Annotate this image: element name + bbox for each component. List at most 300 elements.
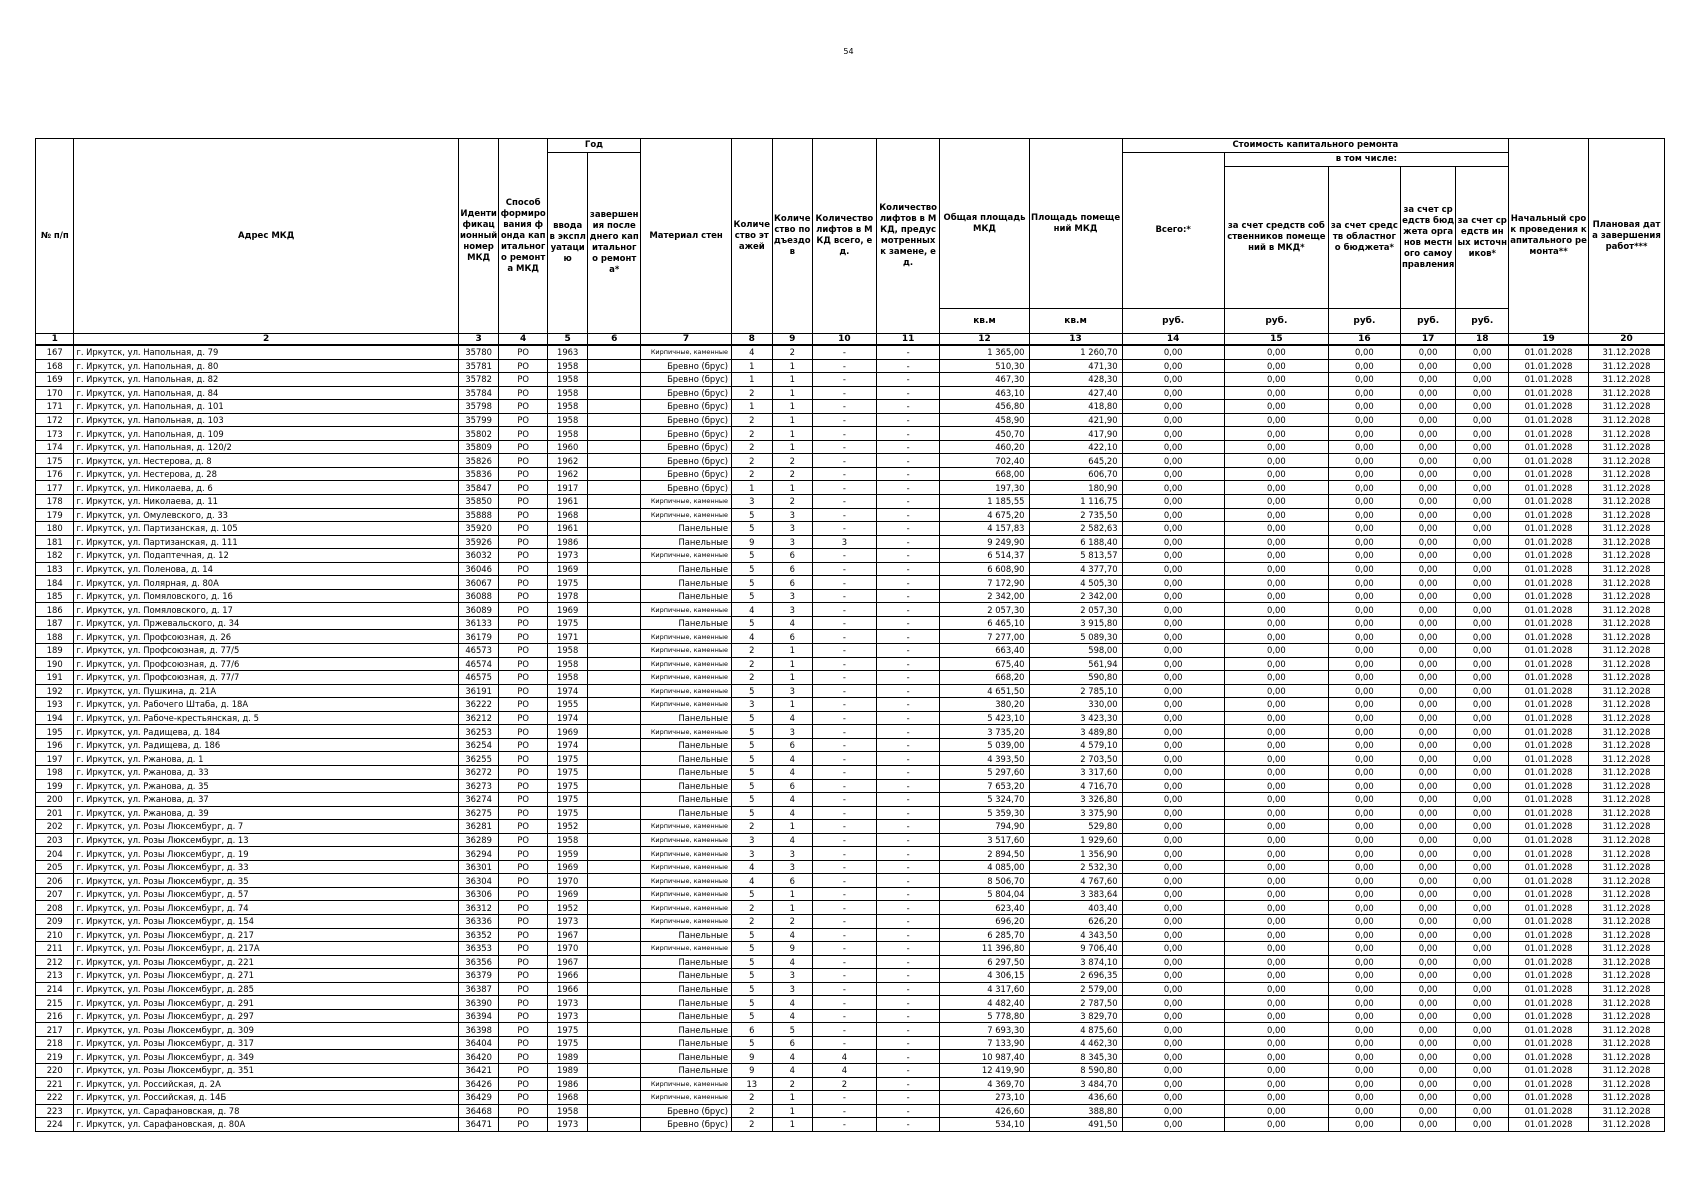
cell-commission-year: 1978	[547, 589, 587, 603]
cell-cost-regional: 0,00	[1328, 779, 1400, 793]
cell-cost-owners: 0,00	[1224, 698, 1328, 712]
cell-commission-year: 1968	[547, 1091, 587, 1105]
cell-floors: 1	[732, 481, 772, 495]
cell-cost-owners: 0,00	[1224, 589, 1328, 603]
cell-cost-local: 0,00	[1400, 833, 1456, 847]
cell-house-id: 36255	[458, 752, 498, 766]
cell-commission-year: 1975	[547, 779, 587, 793]
cell-start-date: 01.01.2028	[1509, 874, 1589, 888]
column-number: 8	[732, 334, 772, 346]
cell-premises-area: 2 696,35	[1029, 969, 1122, 983]
cell-cost-regional: 0,00	[1328, 820, 1400, 834]
cell-cost-other: 0,00	[1456, 860, 1509, 874]
cell-total-area: 510,30	[940, 359, 1029, 373]
cell-total-area: 458,90	[940, 413, 1029, 427]
cell-lifts-total: -	[813, 454, 877, 468]
cell-cost-local: 0,00	[1400, 887, 1456, 901]
cell-premises-area: 8 590,80	[1029, 1063, 1122, 1077]
cell-cost-regional: 0,00	[1328, 562, 1400, 576]
header-wall-material: Материал стен	[641, 139, 732, 334]
cell-total-area: 7 693,30	[940, 1023, 1029, 1037]
cell-cost-local: 0,00	[1400, 616, 1456, 630]
cell-commission-year: 1960	[547, 440, 587, 454]
cell-cost-other: 0,00	[1456, 982, 1509, 996]
cell-cost-other: 0,00	[1456, 887, 1509, 901]
cell-total-area: 5 359,30	[940, 806, 1029, 820]
cell-cost-total: 0,00	[1122, 901, 1224, 915]
cell-total-area: 7 653,20	[940, 779, 1029, 793]
cell-entrances: 3	[772, 982, 812, 996]
cell-wall-material: Бревно (брус)	[641, 373, 732, 387]
table-row	[36, 1104, 1665, 1118]
cell-start-date: 01.01.2028	[1509, 1091, 1589, 1105]
cell-house-id: 36421	[458, 1063, 498, 1077]
cell-cost-local: 0,00	[1400, 711, 1456, 725]
cell-cost-owners: 0,00	[1224, 562, 1328, 576]
cell-end-date: 31.12.2028	[1589, 1009, 1665, 1023]
cell-start-date: 01.01.2028	[1509, 508, 1589, 522]
header-total-area: Общая площадь МКД	[940, 139, 1029, 309]
cell-lifts-total: -	[813, 765, 877, 779]
cell-entrances: 2	[772, 495, 812, 509]
cell-cost-owners: 0,00	[1224, 1091, 1328, 1105]
cell-row-number: 218	[36, 1036, 74, 1050]
cell-fund-method: РО	[499, 495, 548, 509]
cell-commission-year: 1975	[547, 1023, 587, 1037]
cell-premises-area: 4 462,30	[1029, 1036, 1122, 1050]
cell-house-id: 36304	[458, 874, 498, 888]
cell-premises-area: 2 785,10	[1029, 684, 1122, 698]
cell-cost-owners: 0,00	[1224, 860, 1328, 874]
cell-entrances: 1	[772, 901, 812, 915]
cell-row-number: 170	[36, 386, 74, 400]
cell-entrances: 3	[772, 508, 812, 522]
header-fund-method: Способ формирования фонда капитального ремонта МКД	[499, 139, 548, 334]
cell-address: г. Иркутск, ул. Николаева, д. 11	[74, 495, 458, 509]
cell-cost-regional: 0,00	[1328, 1077, 1400, 1091]
cell-house-id: 35850	[458, 495, 498, 509]
cell-total-area: 8 506,70	[940, 874, 1029, 888]
cell-cost-other: 0,00	[1456, 440, 1509, 454]
column-number: 19	[1509, 334, 1589, 346]
cell-cost-local: 0,00	[1400, 1077, 1456, 1091]
cell-fund-method: РО	[499, 671, 548, 685]
table-row	[36, 359, 1665, 373]
cell-cost-owners: 0,00	[1224, 467, 1328, 481]
cell-row-number: 192	[36, 684, 74, 698]
cell-wall-material: Кирпичные, каменные	[641, 549, 732, 563]
cell-lifts-replace: -	[876, 1091, 940, 1105]
cell-row-number: 204	[36, 847, 74, 861]
cell-last-repair-year	[588, 413, 641, 427]
cell-premises-area: 3 829,70	[1029, 1009, 1122, 1023]
cell-premises-area: 2 582,63	[1029, 522, 1122, 536]
table-row	[36, 1050, 1665, 1064]
cell-cost-other: 0,00	[1456, 711, 1509, 725]
cell-address: г. Иркутск, ул. Профсоюзная, д. 77/7	[74, 671, 458, 685]
cell-last-repair-year	[588, 373, 641, 387]
cell-last-repair-year	[588, 914, 641, 928]
cell-cost-other: 0,00	[1456, 1050, 1509, 1064]
cell-start-date: 01.01.2028	[1509, 684, 1589, 698]
cell-cost-local: 0,00	[1400, 440, 1456, 454]
cell-end-date: 31.12.2028	[1589, 644, 1665, 658]
cell-floors: 9	[732, 1050, 772, 1064]
cell-entrances: 2	[772, 467, 812, 481]
cell-lifts-total: -	[813, 806, 877, 820]
cell-entrances: 4	[772, 752, 812, 766]
cell-entrances: 1	[772, 671, 812, 685]
cell-entrances: 1	[772, 1118, 812, 1132]
cell-floors: 2	[732, 427, 772, 441]
cell-fund-method: РО	[499, 833, 548, 847]
column-number: 2	[74, 334, 458, 346]
cell-total-area: 696,20	[940, 914, 1029, 928]
cell-premises-area: 606,70	[1029, 467, 1122, 481]
cell-address: г. Иркутск, ул. Розы Люксембург, д. 154	[74, 914, 458, 928]
cell-start-date: 01.01.2028	[1509, 833, 1589, 847]
cell-wall-material: Панельные	[641, 1063, 732, 1077]
cell-last-repair-year	[588, 508, 641, 522]
cell-wall-material: Бревно (брус)	[641, 427, 732, 441]
cell-house-id: 36281	[458, 820, 498, 834]
cell-cost-regional: 0,00	[1328, 1118, 1400, 1132]
cell-fund-method: РО	[499, 752, 548, 766]
cell-wall-material: Панельные	[641, 711, 732, 725]
cell-cost-regional: 0,00	[1328, 373, 1400, 387]
cell-end-date: 31.12.2028	[1589, 779, 1665, 793]
cell-fund-method: РО	[499, 942, 548, 956]
cell-wall-material: Кирпичные, каменные	[641, 914, 732, 928]
cell-floors: 5	[732, 996, 772, 1010]
cell-cost-other: 0,00	[1456, 969, 1509, 983]
cell-wall-material: Панельные	[641, 562, 732, 576]
cell-house-id: 36275	[458, 806, 498, 820]
cell-lifts-replace: -	[876, 698, 940, 712]
cell-cost-total: 0,00	[1122, 400, 1224, 414]
cell-wall-material: Кирпичные, каменные	[641, 603, 732, 617]
cell-floors: 2	[732, 820, 772, 834]
cell-lifts-total: -	[813, 820, 877, 834]
cell-floors: 1	[732, 400, 772, 414]
cell-cost-regional: 0,00	[1328, 914, 1400, 928]
cell-address: г. Иркутск, ул. Розы Люксембург, д. 285	[74, 982, 458, 996]
cell-lifts-replace: -	[876, 820, 940, 834]
cell-cost-owners: 0,00	[1224, 1077, 1328, 1091]
cell-cost-other: 0,00	[1456, 657, 1509, 671]
cell-lifts-replace: -	[876, 1036, 940, 1050]
table-body	[36, 345, 1665, 1131]
cell-total-area: 2 342,00	[940, 589, 1029, 603]
cell-total-area: 663,40	[940, 644, 1029, 658]
cell-end-date: 31.12.2028	[1589, 969, 1665, 983]
cell-entrances: 4	[772, 616, 812, 630]
cell-cost-total: 0,00	[1122, 481, 1224, 495]
cell-lifts-replace: -	[876, 738, 940, 752]
cell-end-date: 31.12.2028	[1589, 1077, 1665, 1091]
cell-end-date: 31.12.2028	[1589, 535, 1665, 549]
cell-row-number: 213	[36, 969, 74, 983]
header-last-repair-year: завершения последнего капитального ремонта*	[588, 153, 641, 334]
cell-floors: 2	[732, 440, 772, 454]
cell-start-date: 01.01.2028	[1509, 495, 1589, 509]
cell-total-area: 5 297,60	[940, 765, 1029, 779]
cell-end-date: 31.12.2028	[1589, 1091, 1665, 1105]
cell-cost-total: 0,00	[1122, 928, 1224, 942]
cell-wall-material: Панельные	[641, 535, 732, 549]
cell-address: г. Иркутск, ул. Нестерова, д. 8	[74, 454, 458, 468]
cell-entrances: 1	[772, 887, 812, 901]
cell-cost-local: 0,00	[1400, 860, 1456, 874]
table-row	[36, 982, 1665, 996]
cell-address: г. Иркутск, ул. Ржанова, д. 35	[74, 779, 458, 793]
cell-house-id: 36274	[458, 793, 498, 807]
cell-cost-other: 0,00	[1456, 684, 1509, 698]
cell-cost-other: 0,00	[1456, 1036, 1509, 1050]
cell-cost-regional: 0,00	[1328, 928, 1400, 942]
cell-commission-year: 1975	[547, 616, 587, 630]
cell-end-date: 31.12.2028	[1589, 454, 1665, 468]
cell-cost-local: 0,00	[1400, 684, 1456, 698]
cell-floors: 5	[732, 942, 772, 956]
cell-cost-owners: 0,00	[1224, 725, 1328, 739]
cell-cost-local: 0,00	[1400, 779, 1456, 793]
unit-total-area: кв.м	[940, 309, 1029, 334]
cell-wall-material: Бревно (брус)	[641, 359, 732, 373]
header-start-date: Начальный срок проведения капитального ремонта**	[1509, 139, 1589, 334]
cell-end-date: 31.12.2028	[1589, 657, 1665, 671]
cell-end-date: 31.12.2028	[1589, 562, 1665, 576]
table-row	[36, 1036, 1665, 1050]
cell-row-number: 221	[36, 1077, 74, 1091]
cell-lifts-total: -	[813, 373, 877, 387]
cell-floors: 13	[732, 1077, 772, 1091]
cell-wall-material: Кирпичные, каменные	[641, 942, 732, 956]
cell-floors: 9	[732, 1063, 772, 1077]
cell-lifts-replace: -	[876, 1050, 940, 1064]
cell-cost-total: 0,00	[1122, 1050, 1224, 1064]
cell-total-area: 668,00	[940, 467, 1029, 481]
cell-start-date: 01.01.2028	[1509, 603, 1589, 617]
cell-wall-material: Кирпичные, каменные	[641, 345, 732, 359]
cell-total-area: 702,40	[940, 454, 1029, 468]
cell-last-repair-year	[588, 630, 641, 644]
cell-end-date: 31.12.2028	[1589, 1050, 1665, 1064]
cell-fund-method: РО	[499, 508, 548, 522]
cell-wall-material: Панельные	[641, 1050, 732, 1064]
cell-row-number: 210	[36, 928, 74, 942]
cell-house-id: 46575	[458, 671, 498, 685]
cell-entrances: 4	[772, 833, 812, 847]
cell-cost-total: 0,00	[1122, 847, 1224, 861]
cell-cost-regional: 0,00	[1328, 535, 1400, 549]
cell-last-repair-year	[588, 1023, 641, 1037]
cell-cost-other: 0,00	[1456, 413, 1509, 427]
cell-end-date: 31.12.2028	[1589, 576, 1665, 590]
column-number: 17	[1400, 334, 1456, 346]
cell-commission-year: 1958	[547, 657, 587, 671]
cell-lifts-replace: -	[876, 589, 940, 603]
table-row	[36, 1023, 1665, 1037]
cell-house-id: 36394	[458, 1009, 498, 1023]
column-number: 10	[813, 334, 877, 346]
cell-cost-other: 0,00	[1456, 1091, 1509, 1105]
header-regional-budget: за счет средств областного бюджета*	[1328, 167, 1400, 309]
table-row	[36, 793, 1665, 807]
cell-row-number: 191	[36, 671, 74, 685]
cell-address: г. Иркутск, ул. Розы Люксембург, д. 271	[74, 969, 458, 983]
cell-floors: 5	[732, 982, 772, 996]
cell-house-id: 36353	[458, 942, 498, 956]
cell-lifts-replace: -	[876, 874, 940, 888]
cell-last-repair-year	[588, 481, 641, 495]
cell-row-number: 183	[36, 562, 74, 576]
cell-wall-material: Кирпичные, каменные	[641, 684, 732, 698]
cell-premises-area: 3 326,80	[1029, 793, 1122, 807]
cell-floors: 2	[732, 454, 772, 468]
cell-lifts-total: 4	[813, 1050, 877, 1064]
cell-end-date: 31.12.2028	[1589, 1104, 1665, 1118]
cell-cost-other: 0,00	[1456, 901, 1509, 915]
cell-row-number: 197	[36, 752, 74, 766]
cell-end-date: 31.12.2028	[1589, 1036, 1665, 1050]
cell-wall-material: Кирпичные, каменные	[641, 887, 732, 901]
cell-wall-material: Кирпичные, каменные	[641, 508, 732, 522]
cell-house-id: 36336	[458, 914, 498, 928]
cell-cost-other: 0,00	[1456, 644, 1509, 658]
cell-last-repair-year	[588, 847, 641, 861]
cell-wall-material: Панельные	[641, 752, 732, 766]
cell-fund-method: РО	[499, 657, 548, 671]
table-row	[36, 454, 1665, 468]
cell-cost-total: 0,00	[1122, 779, 1224, 793]
cell-fund-method: РО	[499, 467, 548, 481]
cell-row-number: 175	[36, 454, 74, 468]
cell-row-number: 212	[36, 955, 74, 969]
cell-total-area: 1 365,00	[940, 345, 1029, 359]
cell-last-repair-year	[588, 345, 641, 359]
cell-commission-year: 1917	[547, 481, 587, 495]
cell-cost-owners: 0,00	[1224, 1118, 1328, 1132]
cell-total-area: 623,40	[940, 901, 1029, 915]
cell-fund-method: РО	[499, 454, 548, 468]
cell-row-number: 206	[36, 874, 74, 888]
cell-cost-total: 0,00	[1122, 725, 1224, 739]
cell-lifts-replace: -	[876, 644, 940, 658]
cell-end-date: 31.12.2028	[1589, 589, 1665, 603]
cell-fund-method: РО	[499, 698, 548, 712]
column-number: 14	[1122, 334, 1224, 346]
cell-cost-regional: 0,00	[1328, 467, 1400, 481]
cell-entrances: 4	[772, 806, 812, 820]
cell-cost-owners: 0,00	[1224, 765, 1328, 779]
cell-cost-regional: 0,00	[1328, 874, 1400, 888]
cell-address: г. Иркутск, ул. Розы Люксембург, д. 349	[74, 1050, 458, 1064]
cell-last-repair-year	[588, 752, 641, 766]
cell-lifts-total: -	[813, 400, 877, 414]
cell-row-number: 201	[36, 806, 74, 820]
cell-cost-owners: 0,00	[1224, 833, 1328, 847]
header-owners-funds: за счет средств собственников помещений в МКД*	[1224, 167, 1328, 309]
cell-total-area: 7 277,00	[940, 630, 1029, 644]
cell-start-date: 01.01.2028	[1509, 644, 1589, 658]
cell-cost-local: 0,00	[1400, 413, 1456, 427]
cell-wall-material: Кирпичные, каменные	[641, 901, 732, 915]
unit-local: руб.	[1400, 309, 1456, 334]
cell-row-number: 189	[36, 644, 74, 658]
cell-address: г. Иркутск, ул. Напольная, д. 79	[74, 345, 458, 359]
cell-lifts-total: -	[813, 1118, 877, 1132]
header-id: Идентификационный номер МКД	[458, 139, 498, 334]
cell-cost-local: 0,00	[1400, 996, 1456, 1010]
cell-house-id: 35799	[458, 413, 498, 427]
cell-lifts-replace: -	[876, 400, 940, 414]
cell-commission-year: 1966	[547, 969, 587, 983]
cell-cost-other: 0,00	[1456, 400, 1509, 414]
cell-start-date: 01.01.2028	[1509, 1104, 1589, 1118]
cell-cost-owners: 0,00	[1224, 806, 1328, 820]
cell-lifts-total: -	[813, 413, 877, 427]
cell-cost-other: 0,00	[1456, 752, 1509, 766]
header-local-budget: за счет средств бюджета органов местного самоуправления	[1400, 167, 1456, 309]
cell-row-number: 174	[36, 440, 74, 454]
cell-lifts-replace: -	[876, 373, 940, 387]
cell-floors: 5	[732, 508, 772, 522]
cell-lifts-total: -	[813, 657, 877, 671]
unit-cost-total: руб.	[1122, 309, 1224, 334]
cell-lifts-total: -	[813, 671, 877, 685]
cell-cost-other: 0,00	[1456, 562, 1509, 576]
cell-wall-material: Кирпичные, каменные	[641, 1077, 732, 1091]
cell-wall-material: Панельные	[641, 793, 732, 807]
cell-address: г. Иркутск, ул. Ржанова, д. 1	[74, 752, 458, 766]
cell-commission-year: 1973	[547, 914, 587, 928]
cell-address: г. Иркутск, ул. Рабоче-крестьянская, д. 5	[74, 711, 458, 725]
table-row	[36, 684, 1665, 698]
cell-commission-year: 1958	[547, 644, 587, 658]
cell-commission-year: 1974	[547, 684, 587, 698]
cell-cost-owners: 0,00	[1224, 373, 1328, 387]
table-row	[36, 765, 1665, 779]
table-row	[36, 589, 1665, 603]
cell-premises-area: 5 813,57	[1029, 549, 1122, 563]
cell-commission-year: 1968	[547, 508, 587, 522]
cell-cost-other: 0,00	[1456, 603, 1509, 617]
column-number: 12	[940, 334, 1029, 346]
cell-cost-total: 0,00	[1122, 1104, 1224, 1118]
cell-cost-total: 0,00	[1122, 914, 1224, 928]
cell-cost-other: 0,00	[1456, 914, 1509, 928]
cell-premises-area: 1 929,60	[1029, 833, 1122, 847]
cell-cost-local: 0,00	[1400, 495, 1456, 509]
cell-row-number: 185	[36, 589, 74, 603]
cell-entrances: 3	[772, 860, 812, 874]
cell-floors: 2	[732, 467, 772, 481]
column-number: 3	[458, 334, 498, 346]
cell-house-id: 36398	[458, 1023, 498, 1037]
cell-total-area: 534,10	[940, 1118, 1029, 1132]
cell-fund-method: РО	[499, 535, 548, 549]
cell-house-id: 36088	[458, 589, 498, 603]
cell-row-number: 215	[36, 996, 74, 1010]
cell-lifts-total: -	[813, 887, 877, 901]
cell-floors: 2	[732, 413, 772, 427]
cell-floors: 5	[732, 887, 772, 901]
cell-wall-material: Панельные	[641, 982, 732, 996]
cell-last-repair-year	[588, 982, 641, 996]
cell-wall-material: Бревно (брус)	[641, 454, 732, 468]
cell-lifts-replace: -	[876, 1023, 940, 1037]
